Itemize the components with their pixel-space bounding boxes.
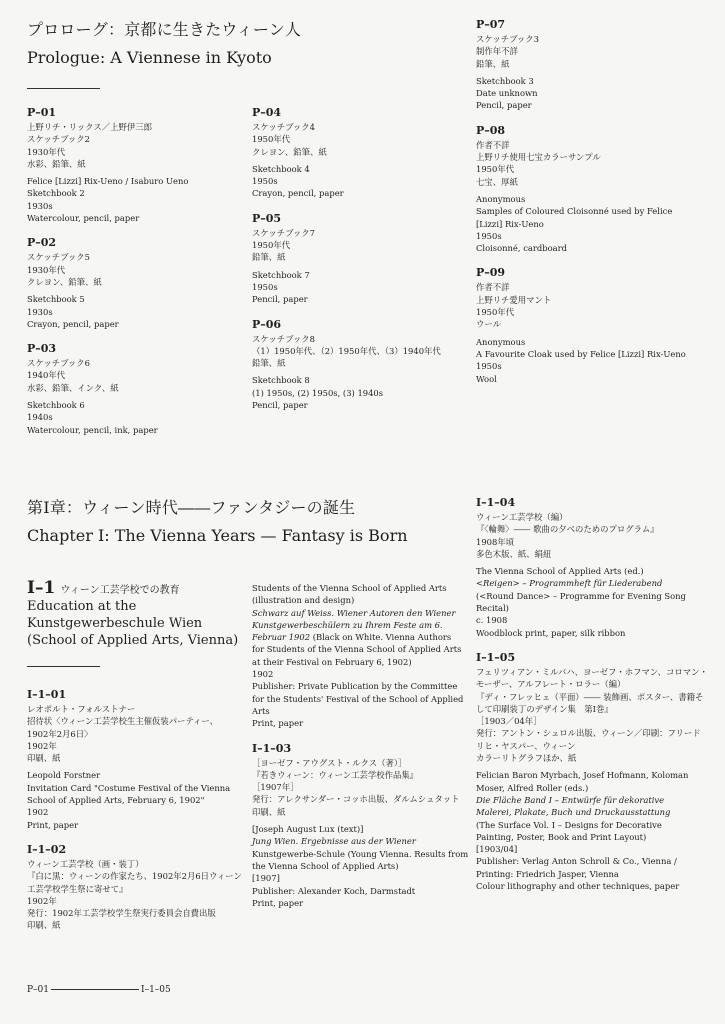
entry-ja-line: 1908年頃 bbox=[476, 536, 515, 547]
entry-en-line: 1950s bbox=[252, 281, 278, 292]
footer-to: I–1–05 bbox=[141, 985, 171, 995]
entry-en-line: Invitation Card "Costume Festival of the Vienna bbox=[27, 782, 231, 793]
entry-en-line: <Reigen> – Programmheft für Liederabend bbox=[476, 578, 663, 589]
entry-en-line: at their Festival on February 6, 1902) bbox=[252, 656, 412, 667]
subsection-number: I–1 bbox=[27, 578, 56, 598]
entry-en-line: Printing: Friedrich Jasper, Vienna bbox=[476, 868, 619, 879]
entry-en-line: Pencil, paper bbox=[252, 294, 308, 305]
entry-ja-line: （1）1950年代、（2）1950年代、（3）1940年代 bbox=[252, 345, 441, 356]
entry-ja-line: クレヨン、鉛筆、紙 bbox=[27, 276, 102, 287]
entry-ja-line: クレヨン、鉛筆、紙 bbox=[252, 146, 327, 157]
entry-ja-line: 制作年不詳 bbox=[476, 46, 518, 57]
entry-en-line: Sketchbook 7 bbox=[252, 269, 310, 280]
entry-en-line: Jung Wien. Ergebnisse aus der Wiener bbox=[252, 836, 416, 847]
entry-ja-line: 上野リチ愛用マント bbox=[476, 294, 552, 305]
entry-ja-line: 鉛筆、紙 bbox=[252, 358, 286, 369]
entry-en-line: Watercolour, pencil, ink, paper bbox=[27, 424, 158, 435]
prologue-title-en: Prologue: A Viennese in Kyoto bbox=[27, 48, 272, 67]
chapter1-title-en: Chapter I: The Vienna Years — Fantasy is Born bbox=[27, 526, 408, 545]
entry-p03 bbox=[27, 342, 237, 436]
entry-en-line: The Vienna School of Applied Arts (ed.) bbox=[476, 566, 644, 577]
entry-en-line: (1) 1950s, (2) 1950s, (3) 1940s bbox=[252, 387, 384, 398]
entry-en-text: (Black on White. Vienna Authors bbox=[310, 632, 452, 643]
entry-ja-line: スケッチブック3 bbox=[476, 34, 539, 44]
entry-en-line: A Favourite Cloak used by Felice [Lizzi] Rix-Ueno bbox=[476, 348, 686, 359]
prologue-column-1 bbox=[27, 106, 237, 448]
entry-ja-line: スケッチブック4 bbox=[252, 122, 315, 132]
entry-code: P–07 bbox=[476, 18, 506, 31]
entry-code: P–08 bbox=[476, 123, 506, 137]
entry-ja-line: 招待状〈ウィーン工芸学校生主催仮装パーティー、 bbox=[27, 716, 218, 727]
entry-en-line: Sketchbook 5 bbox=[27, 294, 85, 305]
prologue-title-ja: プロローグ：京都に生きたウィーン人 bbox=[27, 20, 302, 39]
entry-ja-line: リヒ・ヤスパー、ウィーン bbox=[476, 740, 576, 751]
entry-code: P–09 bbox=[476, 266, 506, 280]
entry-p06 bbox=[252, 318, 462, 412]
entry-en-line: (<Round Dance> – Programme for Evening Song bbox=[476, 590, 686, 601]
prologue-column-2 bbox=[252, 106, 462, 423]
entry-ja-line: 水彩、鉛筆、インク、紙 bbox=[27, 382, 119, 393]
entry-en-line: Sketchbook 3 bbox=[476, 75, 534, 86]
entry-ja-line: スケッチブック7 bbox=[252, 227, 315, 238]
entry-ja-line: 印刷、紙 bbox=[252, 806, 286, 817]
entry-p02 bbox=[27, 236, 237, 330]
entry-p01 bbox=[27, 106, 237, 224]
entry-p08 bbox=[476, 124, 716, 255]
entry-ja-line: モーザー、アルフレート・ロラー（編） bbox=[476, 679, 626, 690]
entry-en-line: Moser, Alfred Roller (eds.) bbox=[476, 782, 589, 793]
entry-i101 bbox=[27, 688, 242, 831]
entry-ja-line: 1950年代 bbox=[476, 307, 515, 318]
entry-ja-line: スケッチブック8 bbox=[252, 333, 315, 344]
entry-ja-line: ［1907年］ bbox=[252, 782, 299, 793]
subsection-title-en-line: (School of Applied Arts, Vienna) bbox=[27, 633, 239, 648]
entry-ja-line: レオポルト・フォルストナー bbox=[27, 704, 136, 714]
entry-ja-line: 1930年代 bbox=[27, 146, 66, 157]
entry-ja-line: 上野リチ・リックス／上野伊三郎 bbox=[27, 122, 153, 132]
entry-ja-line: 鉛筆、紙 bbox=[476, 58, 510, 69]
entry-ja-line: 印刷、紙 bbox=[27, 753, 61, 764]
entry-en-line: [Joseph August Lux (text)] bbox=[252, 824, 364, 835]
entry-en-line: Samples of Coloured Cloisonné used by Felice bbox=[476, 206, 673, 217]
entry-en-line: Kunstgewerbeschülern zu Ihrem Feste am 6. bbox=[252, 619, 443, 630]
entry-en-line: Woodblock print, paper, silk ribbon bbox=[476, 627, 626, 638]
entry-ja-line: ウィーン工芸学校（編） bbox=[476, 512, 568, 522]
entry-en-line: Malerei, Plakate, Buch und Druckausstattung bbox=[476, 807, 671, 818]
entry-i104 bbox=[476, 496, 716, 639]
entry-en-line: for the Students' Festival of the School of Applied bbox=[252, 693, 464, 704]
entry-en-line: Crayon, pencil, paper bbox=[27, 318, 119, 329]
entry-code: P–05 bbox=[252, 211, 282, 225]
entry-en-line: Schwarz auf Weiss. Wiener Autoren den Wiener bbox=[252, 607, 456, 618]
chapter1-rule bbox=[27, 666, 100, 667]
entry-en-italic: Februar 1902 bbox=[252, 632, 311, 643]
entry-ja-line: ［1903／04年］ bbox=[476, 716, 542, 727]
entry-en-line: [1907] bbox=[252, 873, 280, 884]
entry-i102-en bbox=[252, 582, 467, 730]
chapter1-column-3 bbox=[476, 496, 716, 904]
entry-ja-line: 印刷、紙 bbox=[27, 920, 61, 931]
entry-ja-line: 鉛筆、紙 bbox=[252, 252, 286, 263]
entry-code: P–04 bbox=[252, 106, 282, 119]
entry-en-line: Print, paper bbox=[252, 897, 304, 908]
entry-en-line: 1930s bbox=[27, 200, 53, 211]
entry-ja-line: 1950年代 bbox=[252, 134, 291, 145]
entry-ja-line: 『ディ・フレッヒェ（平面）―― 装飾画、ポスター、書籍そ bbox=[476, 691, 704, 702]
subsection-title-en-line: Education at the bbox=[27, 599, 137, 614]
entry-en-line: c. 1908 bbox=[476, 615, 508, 626]
entry-en-line: [1903/04] bbox=[476, 844, 518, 855]
entry-ja-line: 1940年代 bbox=[27, 370, 66, 381]
entry-ja-line: 『〈輪舞〉―― 歌曲の夕べのためのプログラム』 bbox=[476, 524, 659, 535]
entry-en-line: Painting, Poster, Book and Print Layout) bbox=[476, 831, 647, 842]
entry-ja-line: 『若きウィーン：ウィーン工芸学校作品集』 bbox=[252, 769, 419, 780]
entry-i103 bbox=[252, 742, 467, 910]
entry-ja-line: 多色木版、紙、絹紐 bbox=[476, 548, 552, 559]
entry-en-line: Anonymous bbox=[476, 193, 526, 204]
entry-en-line: 1940s bbox=[27, 412, 53, 423]
prologue-column-3 bbox=[476, 18, 716, 397]
entry-en-line: Pencil, paper bbox=[252, 400, 308, 411]
entry-en-line: 1950s bbox=[476, 230, 502, 241]
entry-ja-line: スケッチブック2 bbox=[27, 134, 90, 145]
entry-en-line: Publisher: Alexander Koch, Darmstadt bbox=[252, 885, 416, 896]
entry-p09 bbox=[476, 266, 716, 384]
entry-en-line: 1930s bbox=[27, 306, 53, 317]
entry-ja-line: 発行：アントン・シュロル出版、ウィーン／印刷：フリード bbox=[476, 728, 701, 739]
entry-ja-line: 1902年 bbox=[27, 740, 57, 751]
entry-en-line: 1902 bbox=[27, 807, 49, 818]
entry-ja-line: カラーリトグラフほか、紙 bbox=[476, 753, 577, 764]
entry-code: P–06 bbox=[252, 317, 282, 331]
entry-en-line: Anonymous bbox=[476, 336, 526, 347]
entry-i102 bbox=[27, 843, 242, 932]
entry-p07 bbox=[476, 18, 716, 112]
entry-ja-line: 作者不詳 bbox=[476, 139, 510, 150]
entry-code: I–1–02 bbox=[27, 842, 67, 856]
entry-code: I–1–05 bbox=[476, 650, 516, 664]
entry-en-line: for Students of the Vienna School of Applied Arts bbox=[252, 644, 462, 655]
subsection-title-ja: ウィーン工芸学校での教育 bbox=[60, 585, 180, 596]
entry-ja-line: 発行：アレクサンダー・コッホ出版、ダルムシュタット bbox=[252, 794, 460, 805]
entry-en-line: Felician Baron Myrbach, Josef Hofmann, Koloman bbox=[476, 770, 689, 781]
entry-ja-line: フェリツィアン・ミルバハ、ヨーゼフ・ホフマン、コロマン・ bbox=[476, 666, 708, 677]
entry-ja-line: して印刷装丁のデザイン集 第Ⅰ巻』 bbox=[476, 703, 613, 714]
entry-en-line: Sketchbook 2 bbox=[27, 188, 85, 199]
entry-code: I–1–01 bbox=[27, 688, 67, 701]
entry-ja-line: 水彩、鉛筆、紙 bbox=[27, 158, 86, 169]
entry-en-line: (The Surface Vol. I – Designs for Decorative bbox=[476, 819, 662, 830]
entry-en-line: 1950s bbox=[252, 176, 278, 187]
entry-en-line: Sketchbook 8 bbox=[252, 375, 310, 386]
entry-en-line: Wool bbox=[476, 373, 497, 384]
entry-i105 bbox=[476, 651, 716, 892]
entry-ja-line: 作者不詳 bbox=[476, 282, 510, 293]
entry-ja-line: 工芸学校学生祭に寄せて』 bbox=[27, 883, 128, 894]
entry-en-line: 1950s bbox=[476, 361, 502, 372]
entry-ja-line: 1902年2月6日〉 bbox=[27, 728, 93, 739]
entry-code: P–03 bbox=[27, 342, 57, 356]
entry-en-line-mixed bbox=[252, 631, 467, 643]
entry-en-line: Sketchbook 6 bbox=[27, 400, 85, 411]
entry-ja-line: 1950年代 bbox=[476, 164, 515, 175]
entry-en-line: Print, paper bbox=[27, 819, 79, 830]
entry-ja-line: 『白に黒：ウィーンの作家たち、1902年2月6日ウィーン bbox=[27, 871, 242, 882]
entry-p05 bbox=[252, 212, 462, 306]
entry-en-line: Students of the Vienna School of Applied Arts bbox=[252, 583, 447, 593]
entry-en-line: Sketchbook 4 bbox=[252, 163, 310, 174]
entry-ja-line: 1902年 bbox=[27, 895, 57, 906]
entry-en-line: Recital) bbox=[476, 603, 509, 614]
entry-ja-line: 上野リチ使用七宝カラーサンプル bbox=[476, 152, 601, 163]
entry-en-line: Felice [Lizzi] Rix-Ueno / Isaburo Ueno bbox=[27, 176, 189, 187]
entry-ja-line: ［ヨーゼフ・アウグスト・ルクス（著）］ bbox=[252, 757, 407, 768]
entry-ja-line: 七宝、厚紙 bbox=[476, 176, 518, 187]
entry-en-line: Leopold Forstner bbox=[27, 770, 101, 781]
entry-en-line: 1902 bbox=[252, 669, 274, 680]
prologue-rule bbox=[27, 88, 100, 89]
entry-en-line: (illustration and design) bbox=[252, 595, 355, 606]
entry-code: P–01 bbox=[27, 106, 57, 119]
entry-en-line: Kunstgewerbe-Schule (Young Vienna. Results from bbox=[252, 848, 469, 859]
entry-ja-line: 1950年代 bbox=[252, 240, 291, 251]
entry-ja-line: スケッチブック6 bbox=[27, 358, 90, 369]
entry-code: P–02 bbox=[27, 236, 57, 250]
entry-en-line: Date unknown bbox=[476, 88, 538, 99]
chapter1-column-1 bbox=[27, 688, 242, 944]
entry-en-line: Watercolour, pencil, paper bbox=[27, 213, 140, 224]
entry-en-line: Publisher: Private Publication by the Committee bbox=[252, 681, 458, 692]
entry-code: I–1–03 bbox=[252, 741, 292, 755]
page-range-footer bbox=[27, 985, 171, 995]
entry-ja-line: スケッチブック5 bbox=[27, 252, 90, 263]
entry-en-line: Colour lithography and other techniques, paper bbox=[476, 881, 680, 892]
entry-code: I–1–04 bbox=[476, 496, 516, 509]
entry-en-line: Die Fläche Band I – Entwürfe für dekorative bbox=[476, 794, 665, 805]
footer-line bbox=[51, 989, 139, 990]
entry-ja-line: ウール bbox=[476, 319, 501, 330]
entry-en-line: Print, paper bbox=[252, 718, 304, 729]
subsection-title-en-line: Kunstgewerbeschule Wien bbox=[27, 616, 203, 631]
entry-ja-line: 発行：1902年工芸学校学生祭実行委員会自費出版 bbox=[27, 908, 216, 919]
subsection-i1-heading bbox=[27, 578, 247, 649]
entry-p04 bbox=[252, 106, 462, 200]
entry-en-line: Pencil, paper bbox=[476, 100, 532, 111]
entry-en-line: Crayon, pencil, paper bbox=[252, 188, 344, 199]
chapter1-column-2 bbox=[252, 582, 467, 921]
chapter1-title-ja: 第Ⅰ章：ウィーン時代――ファンタジーの誕生 bbox=[27, 498, 356, 517]
entry-en-line: Publisher: Verlag Anton Schroll & Co., Vienna / bbox=[476, 856, 677, 867]
footer-from: P–01 bbox=[27, 985, 50, 995]
entry-ja-line: ウィーン工芸学校（画・装丁） bbox=[27, 858, 144, 869]
entry-ja-line: 1930年代 bbox=[27, 264, 66, 275]
entry-en-line: Cloisonné, cardboard bbox=[476, 243, 568, 254]
entry-en-line: [Lizzi] Rix-Ueno bbox=[476, 218, 544, 229]
entry-en-line: School of Applied Arts, February 6, 1902" bbox=[27, 795, 205, 806]
entry-en-line: Arts bbox=[252, 705, 270, 716]
entry-en-line: the Vienna School of Applied Arts) bbox=[252, 860, 399, 871]
